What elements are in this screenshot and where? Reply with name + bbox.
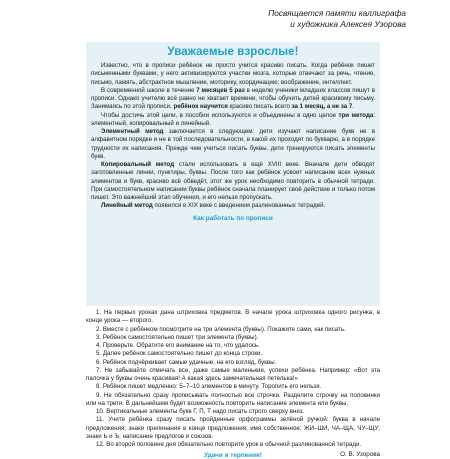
emphasis: 7 месяцев 5 раз	[196, 86, 245, 94]
emphasis: Элементный метод	[101, 128, 164, 135]
step-item: 9. Не обязательно сразу прописывать полностью все строчки. Разделите строчку на половинки или на трети. В дальнейшем будет возможность повторить написание элемента или буквы.	[86, 391, 380, 407]
step-item: 12. Во второй половине дня обязательно повторите урок в обычной разлинованной тетради.	[96, 441, 362, 448]
text-run: в неделю ученики младших классов пишут в прописи. Однако учителю всё равно не хватает времени, чтобы обучить детей красивому письму. Занимаясь по этой прописи,	[91, 86, 375, 111]
how-to-work-title: Как работать по прописи	[193, 214, 273, 222]
step-item: 1. На первых уроках дана штриховка предметов. В начале урока штриховка одного рисунка, в конце урока — второго.	[86, 309, 380, 325]
dedication-line-2: и художника Алексея Узорова	[290, 19, 406, 29]
intro-box	[86, 42, 380, 306]
text-run: заключается в следующем: дети изучают написание букв не в алфавитном порядке и не в той последовательности, в какой их проходят по букварю, а в порядке трудности их написания. Прежде чем учиться писать буквы, дети тренируются писать элементы букв.	[91, 128, 375, 160]
text-run: .	[352, 103, 355, 111]
steps-list	[86, 309, 380, 458]
dedication	[268, 8, 406, 30]
text-run: В современной школе в течение	[101, 86, 197, 94]
intro-paragraph-6	[91, 202, 375, 210]
emphasis: Линейный метод	[101, 202, 153, 210]
step-item: 7. Не забывайте отмечать все, даже самые маленькие, успехи ребёнка. Например: «Вот эта палочка у буквы очень красивая! А какая здесь замечательная петелька!»	[86, 366, 380, 382]
intro-paragraph-5	[91, 161, 375, 202]
intro-title: Уважаемые взрослые!	[167, 46, 299, 58]
emphasis: три метода	[338, 111, 374, 119]
emphasis: ребёнок научится	[173, 103, 228, 111]
intro-paragraph-1: Известно, что в прописи ребёнок не просто учится красиво писать. Когда ребёнок пишет письменными буквами, у него активизируются участки мозга, которые отвечают за речь, чтение, письмо, память, абстрактное мышление, моторику, координацию; воображение, интеллект.	[91, 62, 375, 86]
author-signature: О. В. Узорова	[340, 451, 380, 459]
step-item: 6. Ребёнок подчёркивает самые удачные, на его взгляд, буквы.	[96, 358, 277, 366]
step-item: 2. Вместе с ребёнком посмотрите на три элемента (буквы). Покажите сами, как писать.	[96, 325, 346, 333]
step-item: 10. Вертикальные элементы букв Г, П, Т надо писать строго сверху вниз.	[96, 408, 305, 415]
text-run: появился в XIX веке с введением разлинованных тетрадей.	[152, 202, 326, 210]
text-run: стали использовать в ещё XVIII веке. Вначале дети обводят заготовленные линии, пунктиры, буквы. После того как ребёнок усвоит написание всех нужных элементов и букв, красиво всё обведёт, этот же урок необходимо повторить в обычной тетради. При самостоятельном написании буквы ребёнок сначала планирует своё действие и только потом пишет. Это важнейший этап обучения, и его нельзя пропускать.	[91, 161, 375, 201]
text-run: Чтобы достичь этой цели, в пособии используются и объединены в одно целое	[101, 111, 339, 119]
intro-paragraph-4	[91, 128, 375, 161]
step-item: 4. Проверьте. Обратите его внимание на то, что удалось.	[96, 342, 260, 349]
step-item: 5. Далее ребёнок самостоятельно пишет до конца строки.	[96, 350, 263, 358]
intro-paragraph-3	[91, 112, 375, 129]
closing-wish: Удачи и терпения!	[204, 452, 262, 459]
emphasis: Копировальный метод	[101, 161, 175, 168]
emphasis: за 1 месяц, а не за 7	[291, 103, 353, 111]
step-item: 8. Ребёнок пишет медленно: 5–7–10 элементов в минуту. Торопить его нельзя.	[96, 383, 322, 391]
text-run: : элементный, копировальный и линейный.	[91, 111, 375, 127]
text-run: красиво писать всего	[227, 103, 292, 111]
intro-paragraph-2	[91, 87, 375, 112]
step-item: 3. Ребёнок самостоятельно пишет три элемента (буквы).	[96, 333, 259, 341]
dedication-line-1: Посвящается памяти каллиграфа	[268, 8, 406, 18]
step-item: 11. Учите ребёнка сразу писать пройденные орфограммы зелёной ручкой: буква в начале предложения; знаки препинания в конце предложения; имя собственное; ЖИ–ШИ, ЧА–ЩА, ЧУ–ЩУ; знаки Ь и Ъ; написание предлогов и союзов.	[86, 416, 380, 440]
